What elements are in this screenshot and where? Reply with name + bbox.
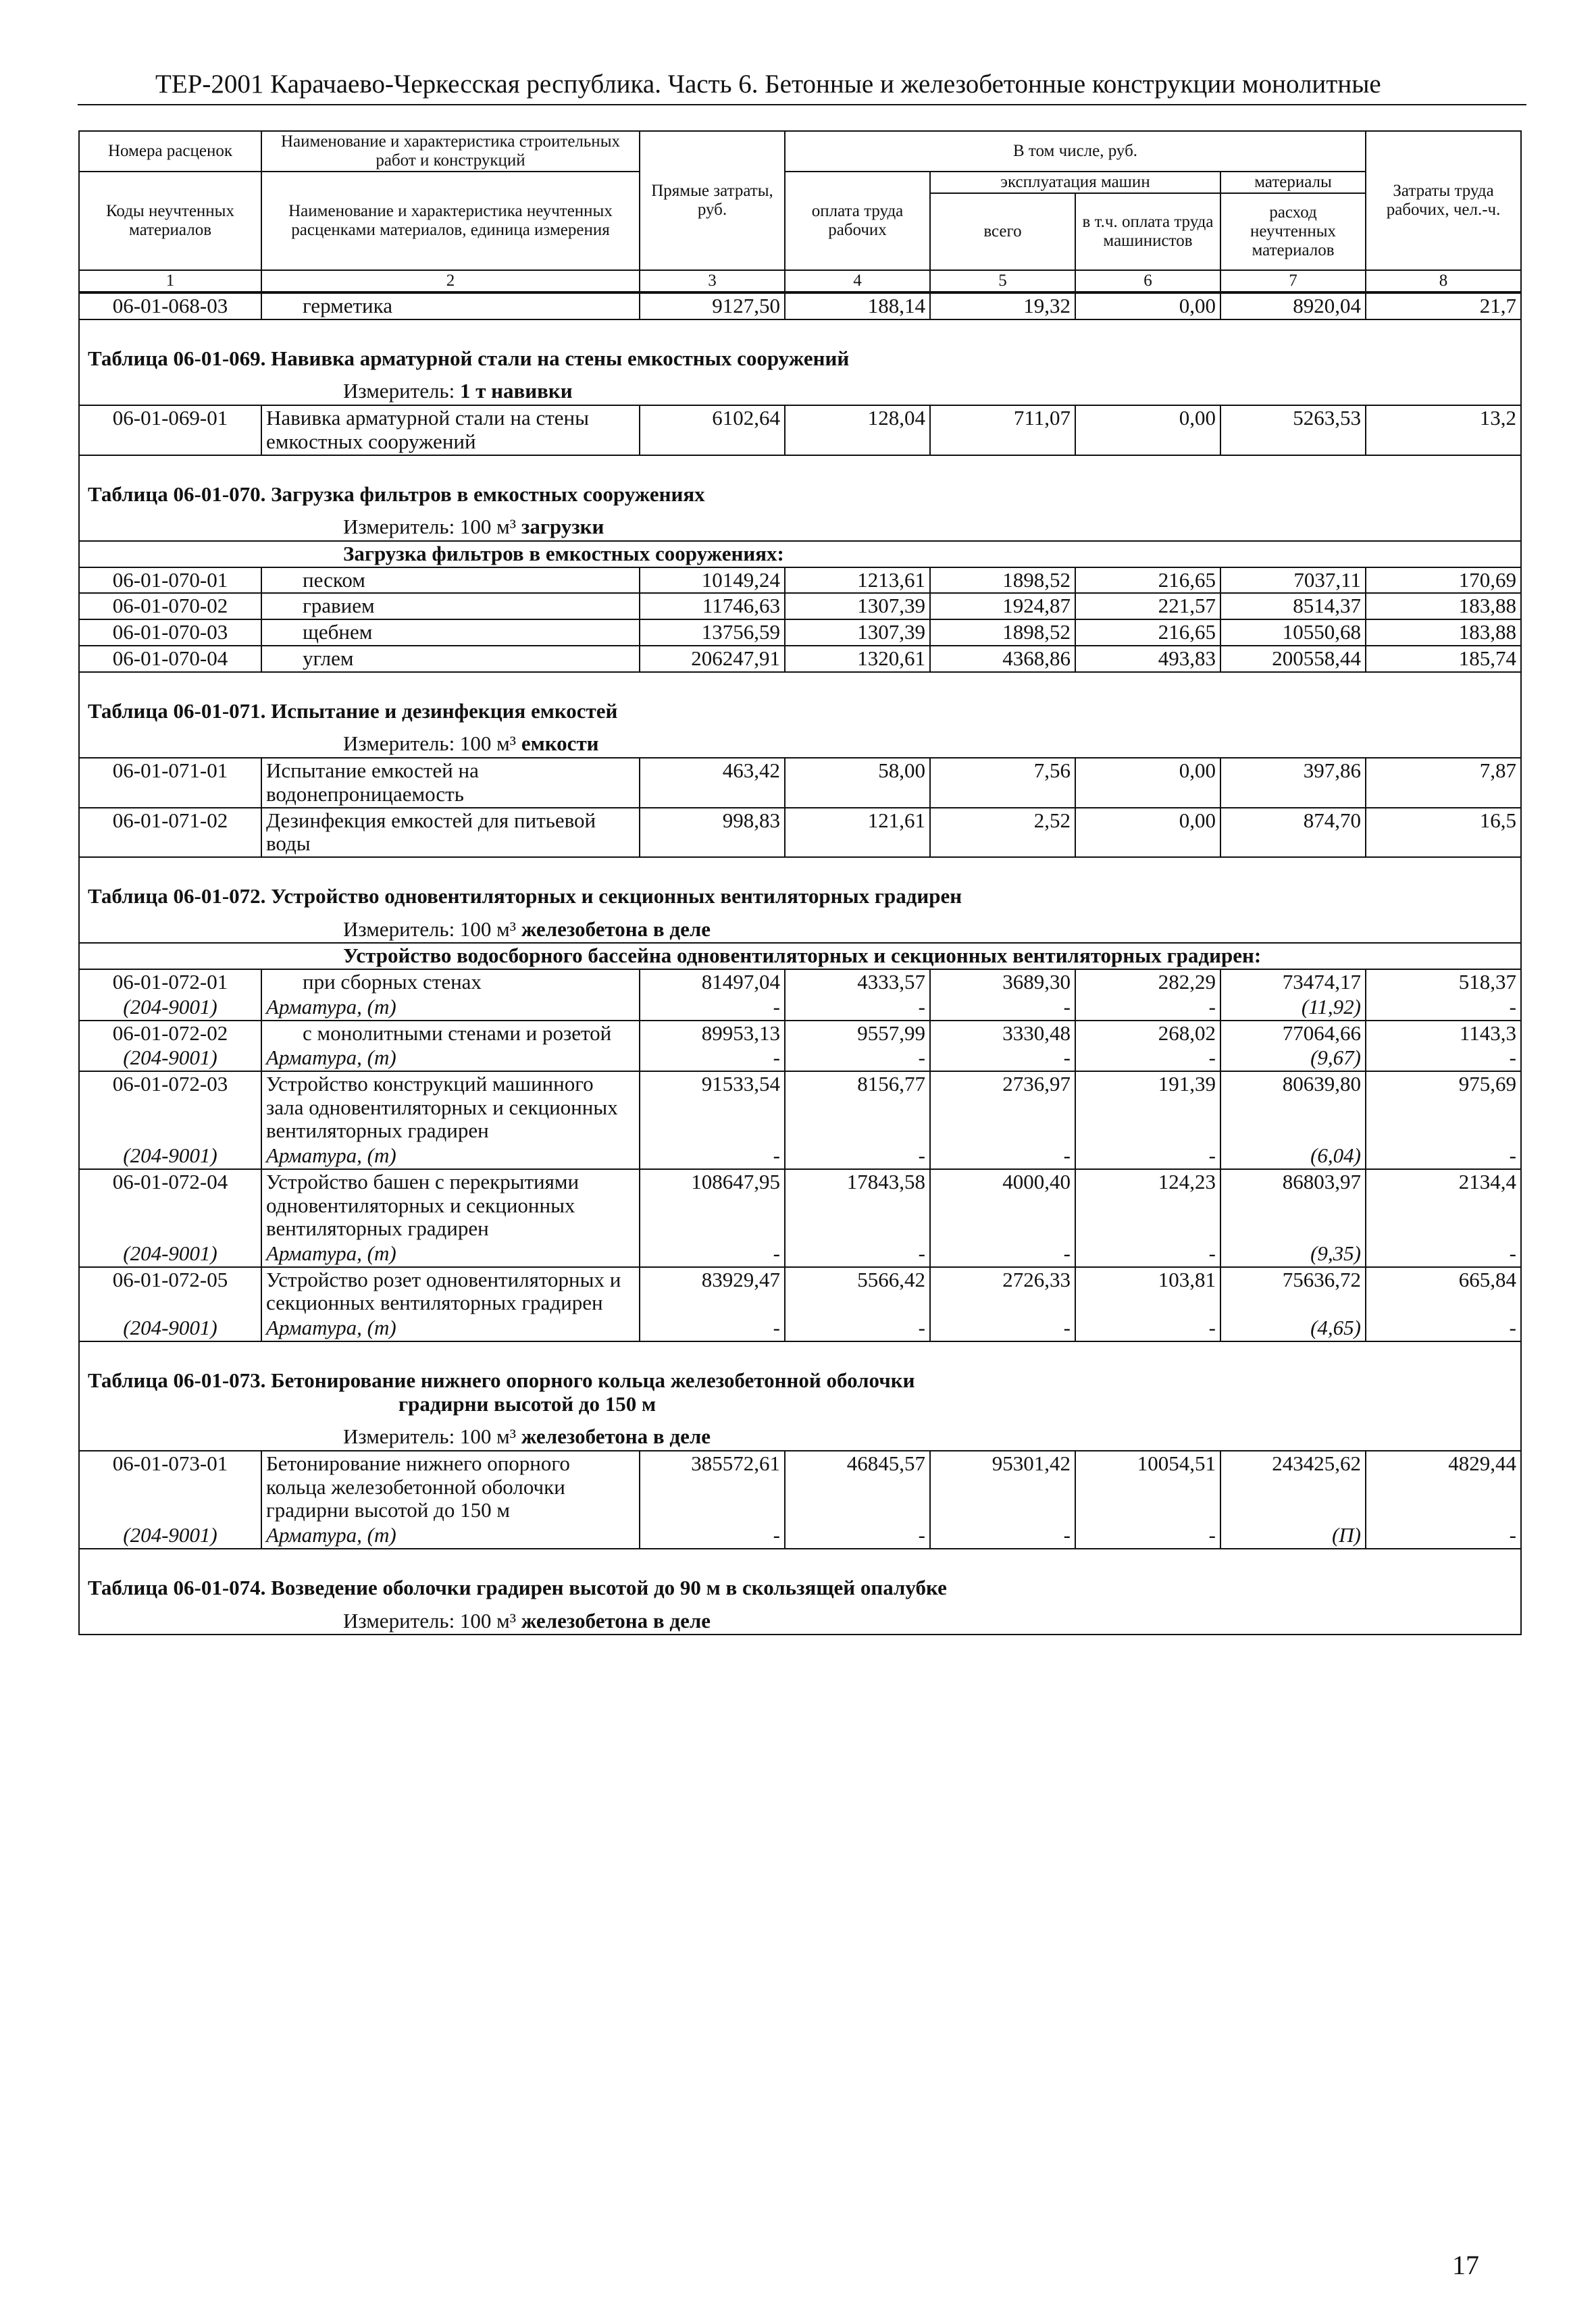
machinist-pay: 124,23 bbox=[1075, 1169, 1220, 1241]
rate-name: Устройство розет одновентиляторных и секционных вентиляторных градирен bbox=[261, 1267, 640, 1316]
machine-total: 711,07 bbox=[930, 405, 1075, 455]
col-labor-hours: Затраты труда рабочих, чел.-ч. bbox=[1366, 131, 1521, 270]
direct-costs: 9127,50 bbox=[640, 293, 785, 319]
page-header: ТЕР-2001 Карачаево-Черкесская республика. Часть 6. Бетонные и железобетонные конструкции монолитные bbox=[155, 70, 1381, 99]
rate-code: 06-01-072-05 bbox=[79, 1267, 261, 1316]
direct-costs: 10149,24 bbox=[640, 567, 785, 594]
rate-code: 06-01-070-02 bbox=[79, 593, 261, 619]
labor-hours: 518,37 bbox=[1366, 969, 1521, 995]
labor-pay: 46845,57 bbox=[785, 1451, 930, 1523]
material-row bbox=[79, 1523, 1521, 1549]
dash: - bbox=[640, 1143, 785, 1169]
rate-name: Дезинфекция емкостей для питьевой воды bbox=[261, 808, 640, 857]
dash: - bbox=[640, 1316, 785, 1341]
labor-hours: 183,88 bbox=[1366, 619, 1521, 646]
dash: - bbox=[1075, 1241, 1220, 1267]
col-materials: материалы bbox=[1220, 172, 1366, 193]
labor-hours: 21,7 bbox=[1366, 293, 1521, 319]
machine-total: 1898,52 bbox=[930, 567, 1075, 594]
labor-hours: 16,5 bbox=[1366, 808, 1521, 857]
table-row bbox=[79, 808, 1521, 857]
dash: - bbox=[1366, 1523, 1521, 1549]
materials: 75636,72 bbox=[1220, 1267, 1366, 1316]
labor-hours: 665,84 bbox=[1366, 1267, 1521, 1316]
dash: - bbox=[1366, 1046, 1521, 1071]
dash: - bbox=[785, 1316, 930, 1341]
table-row bbox=[79, 1021, 1521, 1046]
dash: - bbox=[1366, 1316, 1521, 1341]
rate-code: 06-01-069-01 bbox=[79, 405, 261, 455]
dash: - bbox=[785, 1523, 930, 1549]
machinist-pay: 282,29 bbox=[1075, 969, 1220, 995]
machine-total: 2736,97 bbox=[930, 1071, 1075, 1143]
materials: 8514,37 bbox=[1220, 593, 1366, 619]
machine-total: 4368,86 bbox=[930, 646, 1075, 672]
dash: - bbox=[785, 995, 930, 1021]
table-title: Таблица 06-01-070. Загрузка фильтров в емкостных сооружениях bbox=[79, 455, 1521, 512]
material-name: Арматура, (т) bbox=[261, 1316, 640, 1341]
direct-costs: 81497,04 bbox=[640, 969, 785, 995]
rate-name: Испытание емкостей на водонепроницаемость bbox=[261, 758, 640, 807]
machinist-pay: 0,00 bbox=[1075, 293, 1220, 319]
direct-costs: 13756,59 bbox=[640, 619, 785, 646]
col-number: 8 bbox=[1366, 270, 1521, 292]
rate-code: 06-01-072-02 bbox=[79, 1021, 261, 1046]
machinist-pay: 493,83 bbox=[1075, 646, 1220, 672]
measure-unit: Измеритель: 1 т навивки bbox=[79, 376, 1521, 405]
table-row bbox=[79, 758, 1521, 807]
table-row bbox=[79, 405, 1521, 455]
dash: - bbox=[640, 1046, 785, 1071]
table-row bbox=[79, 1071, 1521, 1143]
measure-unit: Измеритель: 100 м³ загрузки bbox=[79, 511, 1521, 541]
table-title: Таблица 06-01-074. Возведение оболочки градирен высотой до 90 м в скользящей опалубке bbox=[79, 1549, 1521, 1605]
table-row bbox=[79, 593, 1521, 619]
table-row bbox=[79, 293, 1521, 319]
labor-hours: 13,2 bbox=[1366, 405, 1521, 455]
labor-pay: 4333,57 bbox=[785, 969, 930, 995]
material-name: Арматура, (т) bbox=[261, 1523, 640, 1549]
col-rate-numbers: Номера расценок bbox=[79, 131, 261, 172]
material-name: Арматура, (т) bbox=[261, 1241, 640, 1267]
machine-total: 4000,40 bbox=[930, 1169, 1075, 1241]
labor-hours: 170,69 bbox=[1366, 567, 1521, 594]
direct-costs: 998,83 bbox=[640, 808, 785, 857]
page-number: 17 bbox=[1452, 2250, 1479, 2280]
labor-pay: 1307,39 bbox=[785, 619, 930, 646]
dash: - bbox=[930, 1523, 1075, 1549]
machine-total: 1924,87 bbox=[930, 593, 1075, 619]
rate-name: с монолитными стенами и розетой bbox=[261, 1021, 640, 1046]
direct-costs: 206247,91 bbox=[640, 646, 785, 672]
machine-total: 2,52 bbox=[930, 808, 1075, 857]
rate-code: 06-01-070-03 bbox=[79, 619, 261, 646]
rate-code: 06-01-072-04 bbox=[79, 1169, 261, 1241]
col-number: 5 bbox=[930, 270, 1075, 292]
table-title: Таблица 06-01-071. Испытание и дезинфекция емкостей bbox=[79, 672, 1521, 729]
labor-pay: 58,00 bbox=[785, 758, 930, 807]
materials: 874,70 bbox=[1220, 808, 1366, 857]
dash: - bbox=[1366, 995, 1521, 1021]
table-title: Таблица 06-01-072. Устройство одновентиляторных и секционных вентиляторных градирен bbox=[79, 857, 1521, 914]
col-number: 1 bbox=[79, 270, 261, 292]
dash: - bbox=[1075, 1523, 1220, 1549]
machine-total: 7,56 bbox=[930, 758, 1075, 807]
material-consumption: (6,04) bbox=[1220, 1143, 1366, 1169]
col-number: 4 bbox=[785, 270, 930, 292]
materials: 86803,97 bbox=[1220, 1169, 1366, 1241]
dash: - bbox=[930, 1143, 1075, 1169]
rate-code: 06-01-071-02 bbox=[79, 808, 261, 857]
materials: 397,86 bbox=[1220, 758, 1366, 807]
machinist-pay: 216,65 bbox=[1075, 567, 1220, 594]
labor-pay: 1320,61 bbox=[785, 646, 930, 672]
direct-costs: 83929,47 bbox=[640, 1267, 785, 1316]
col-machine-total: всего bbox=[930, 193, 1075, 270]
material-row bbox=[79, 1241, 1521, 1267]
dash: - bbox=[1075, 1046, 1220, 1071]
table-title: Таблица 06-01-069. Навивка арматурной стали на стены емкостных сооружений bbox=[79, 319, 1521, 376]
machinist-pay: 191,39 bbox=[1075, 1071, 1220, 1143]
rates-table bbox=[78, 292, 1522, 1635]
labor-hours: 183,88 bbox=[1366, 593, 1521, 619]
header-rule bbox=[78, 104, 1526, 105]
rate-code: 06-01-071-01 bbox=[79, 758, 261, 807]
dash: - bbox=[1366, 1241, 1521, 1267]
machinist-pay: 0,00 bbox=[1075, 808, 1220, 857]
dash: - bbox=[1366, 1143, 1521, 1169]
materials: 77064,66 bbox=[1220, 1021, 1366, 1046]
dash: - bbox=[930, 1046, 1075, 1071]
table-title: Таблица 06-01-073. Бетонирование нижнего опорного кольца железобетонной оболочки градирни высотой до 150 м bbox=[79, 1341, 1521, 1421]
col-direct-costs: Прямые затраты, руб. bbox=[640, 131, 785, 270]
col-material-codes: Коды неучтенных материалов bbox=[79, 172, 261, 270]
material-code: (204-9001) bbox=[79, 1046, 261, 1071]
material-consumption: (4,65) bbox=[1220, 1316, 1366, 1341]
table-row bbox=[79, 1169, 1521, 1241]
material-consumption: (9,67) bbox=[1220, 1046, 1366, 1071]
labor-hours: 185,74 bbox=[1366, 646, 1521, 672]
dash: - bbox=[1075, 995, 1220, 1021]
machinist-pay: 10054,51 bbox=[1075, 1451, 1220, 1523]
measure-unit: Измеритель: 100 м³ емкости bbox=[79, 728, 1521, 758]
machinist-pay: 0,00 bbox=[1075, 405, 1220, 455]
machinist-pay: 216,65 bbox=[1075, 619, 1220, 646]
materials: 200558,44 bbox=[1220, 646, 1366, 672]
material-code: (204-9001) bbox=[79, 1143, 261, 1169]
measure-unit: Измеритель: 100 м³ железобетона в деле bbox=[79, 914, 1521, 944]
material-row bbox=[79, 1046, 1521, 1071]
direct-costs: 385572,61 bbox=[640, 1451, 785, 1523]
material-consumption: (11,92) bbox=[1220, 995, 1366, 1021]
labor-pay: 188,14 bbox=[785, 293, 930, 319]
material-code: (204-9001) bbox=[79, 995, 261, 1021]
dash: - bbox=[1075, 1143, 1220, 1169]
materials: 8920,04 bbox=[1220, 293, 1366, 319]
rate-name: Устройство башен с перекрытиями одновентиляторных и секционных вентиляторных градирен bbox=[261, 1169, 640, 1241]
group-heading: Устройство водосборного бассейна одновентиляторных и секционных вентиляторных градирен: bbox=[79, 943, 1521, 969]
dash: - bbox=[785, 1046, 930, 1071]
labor-pay: 8156,77 bbox=[785, 1071, 930, 1143]
rate-name: щебнем bbox=[261, 619, 640, 646]
measure-unit: Измеритель: 100 м³ железобетона в деле bbox=[79, 1421, 1521, 1451]
col-including: В том числе, руб. bbox=[785, 131, 1366, 172]
machine-total: 19,32 bbox=[930, 293, 1075, 319]
material-name: Арматура, (т) bbox=[261, 1046, 640, 1071]
machinist-pay: 221,57 bbox=[1075, 593, 1220, 619]
materials: 243425,62 bbox=[1220, 1451, 1366, 1523]
direct-costs: 89953,13 bbox=[640, 1021, 785, 1046]
column-header-table bbox=[78, 130, 1522, 292]
labor-pay: 1213,61 bbox=[785, 567, 930, 594]
material-row bbox=[79, 995, 1521, 1021]
col-number: 7 bbox=[1220, 270, 1366, 292]
machine-total: 95301,42 bbox=[930, 1451, 1075, 1523]
measure-unit: Измеритель: 100 м³ железобетона в деле bbox=[79, 1605, 1521, 1635]
material-row bbox=[79, 1316, 1521, 1341]
table-row bbox=[79, 1267, 1521, 1316]
labor-hours: 975,69 bbox=[1366, 1071, 1521, 1143]
materials: 80639,80 bbox=[1220, 1071, 1366, 1143]
dash: - bbox=[930, 1316, 1075, 1341]
rate-name: углем bbox=[261, 646, 640, 672]
rate-name: гравием bbox=[261, 593, 640, 619]
rate-code: 06-01-072-01 bbox=[79, 969, 261, 995]
machine-total: 3330,48 bbox=[930, 1021, 1075, 1046]
dash: - bbox=[930, 1241, 1075, 1267]
material-name: Арматура, (т) bbox=[261, 1143, 640, 1169]
machinist-pay: 0,00 bbox=[1075, 758, 1220, 807]
col-work-name: Наименование и характеристика строительных работ и конструкций bbox=[261, 131, 640, 172]
col-labor-pay: оплата труда рабочих bbox=[785, 172, 930, 270]
material-consumption: (П) bbox=[1220, 1523, 1366, 1549]
labor-hours: 1143,3 bbox=[1366, 1021, 1521, 1046]
table-row bbox=[79, 619, 1521, 646]
labor-pay: 5566,42 bbox=[785, 1267, 930, 1316]
rate-name: Бетонирование нижнего опорного кольца железобетонной оболочки градирни высотой до 150 м bbox=[261, 1451, 640, 1523]
material-code: (204-9001) bbox=[79, 1316, 261, 1341]
rate-code: 06-01-073-01 bbox=[79, 1451, 261, 1523]
materials: 73474,17 bbox=[1220, 969, 1366, 995]
material-row bbox=[79, 1143, 1521, 1169]
direct-costs: 91533,54 bbox=[640, 1071, 785, 1143]
table-row bbox=[79, 969, 1521, 995]
direct-costs: 11746,63 bbox=[640, 593, 785, 619]
material-code: (204-9001) bbox=[79, 1523, 261, 1549]
labor-pay: 128,04 bbox=[785, 405, 930, 455]
material-consumption: (9,35) bbox=[1220, 1241, 1366, 1267]
machine-total: 2726,33 bbox=[930, 1267, 1075, 1316]
labor-hours: 2134,4 bbox=[1366, 1169, 1521, 1241]
direct-costs: 6102,64 bbox=[640, 405, 785, 455]
direct-costs: 463,42 bbox=[640, 758, 785, 807]
labor-pay: 121,61 bbox=[785, 808, 930, 857]
machinist-pay: 268,02 bbox=[1075, 1021, 1220, 1046]
table-row bbox=[79, 567, 1521, 594]
labor-hours: 4829,44 bbox=[1366, 1451, 1521, 1523]
material-code: (204-9001) bbox=[79, 1241, 261, 1267]
machine-total: 1898,52 bbox=[930, 619, 1075, 646]
dash: - bbox=[785, 1143, 930, 1169]
material-name: Арматура, (т) bbox=[261, 995, 640, 1021]
labor-pay: 9557,99 bbox=[785, 1021, 930, 1046]
table-row bbox=[79, 646, 1521, 672]
materials: 5263,53 bbox=[1220, 405, 1366, 455]
col-number: 6 bbox=[1075, 270, 1220, 292]
machine-total: 3689,30 bbox=[930, 969, 1075, 995]
col-number: 2 bbox=[261, 270, 640, 292]
direct-costs: 108647,95 bbox=[640, 1169, 785, 1241]
group-heading: Загрузка фильтров в емкостных сооружениях: bbox=[79, 541, 1521, 567]
rate-name: песком bbox=[261, 567, 640, 594]
col-machine-operation: эксплуатация машин bbox=[930, 172, 1220, 193]
labor-pay: 17843,58 bbox=[785, 1169, 930, 1241]
materials: 10550,68 bbox=[1220, 619, 1366, 646]
dash: - bbox=[930, 995, 1075, 1021]
table-row bbox=[79, 1451, 1521, 1523]
machinist-pay: 103,81 bbox=[1075, 1267, 1220, 1316]
rate-code: 06-01-072-03 bbox=[79, 1071, 261, 1143]
materials: 7037,11 bbox=[1220, 567, 1366, 594]
dash: - bbox=[1075, 1316, 1220, 1341]
col-material-consumption: расход неучтенных материалов bbox=[1220, 193, 1366, 270]
rate-code: 06-01-070-04 bbox=[79, 646, 261, 672]
rate-code: 06-01-070-01 bbox=[79, 567, 261, 594]
col-material-name: Наименование и характеристика неучтенных расценками материалов, единица измерения bbox=[261, 172, 640, 270]
labor-pay: 1307,39 bbox=[785, 593, 930, 619]
dash: - bbox=[785, 1241, 930, 1267]
labor-hours: 7,87 bbox=[1366, 758, 1521, 807]
col-machinist-pay: в т.ч. оплата труда машинистов bbox=[1075, 193, 1220, 270]
rate-name: при сборных стенах bbox=[261, 969, 640, 995]
rate-name: Навивка арматурной стали на стены емкостных сооружений bbox=[261, 405, 640, 455]
rate-name: Устройство конструкций машинного зала одновентиляторных и секционных вентиляторных градирен bbox=[261, 1071, 640, 1143]
rate-code: 06-01-068-03 bbox=[79, 293, 261, 319]
dash: - bbox=[640, 1241, 785, 1267]
col-number: 3 bbox=[640, 270, 785, 292]
rate-name: герметика bbox=[261, 293, 640, 319]
dash: - bbox=[640, 995, 785, 1021]
dash: - bbox=[640, 1523, 785, 1549]
